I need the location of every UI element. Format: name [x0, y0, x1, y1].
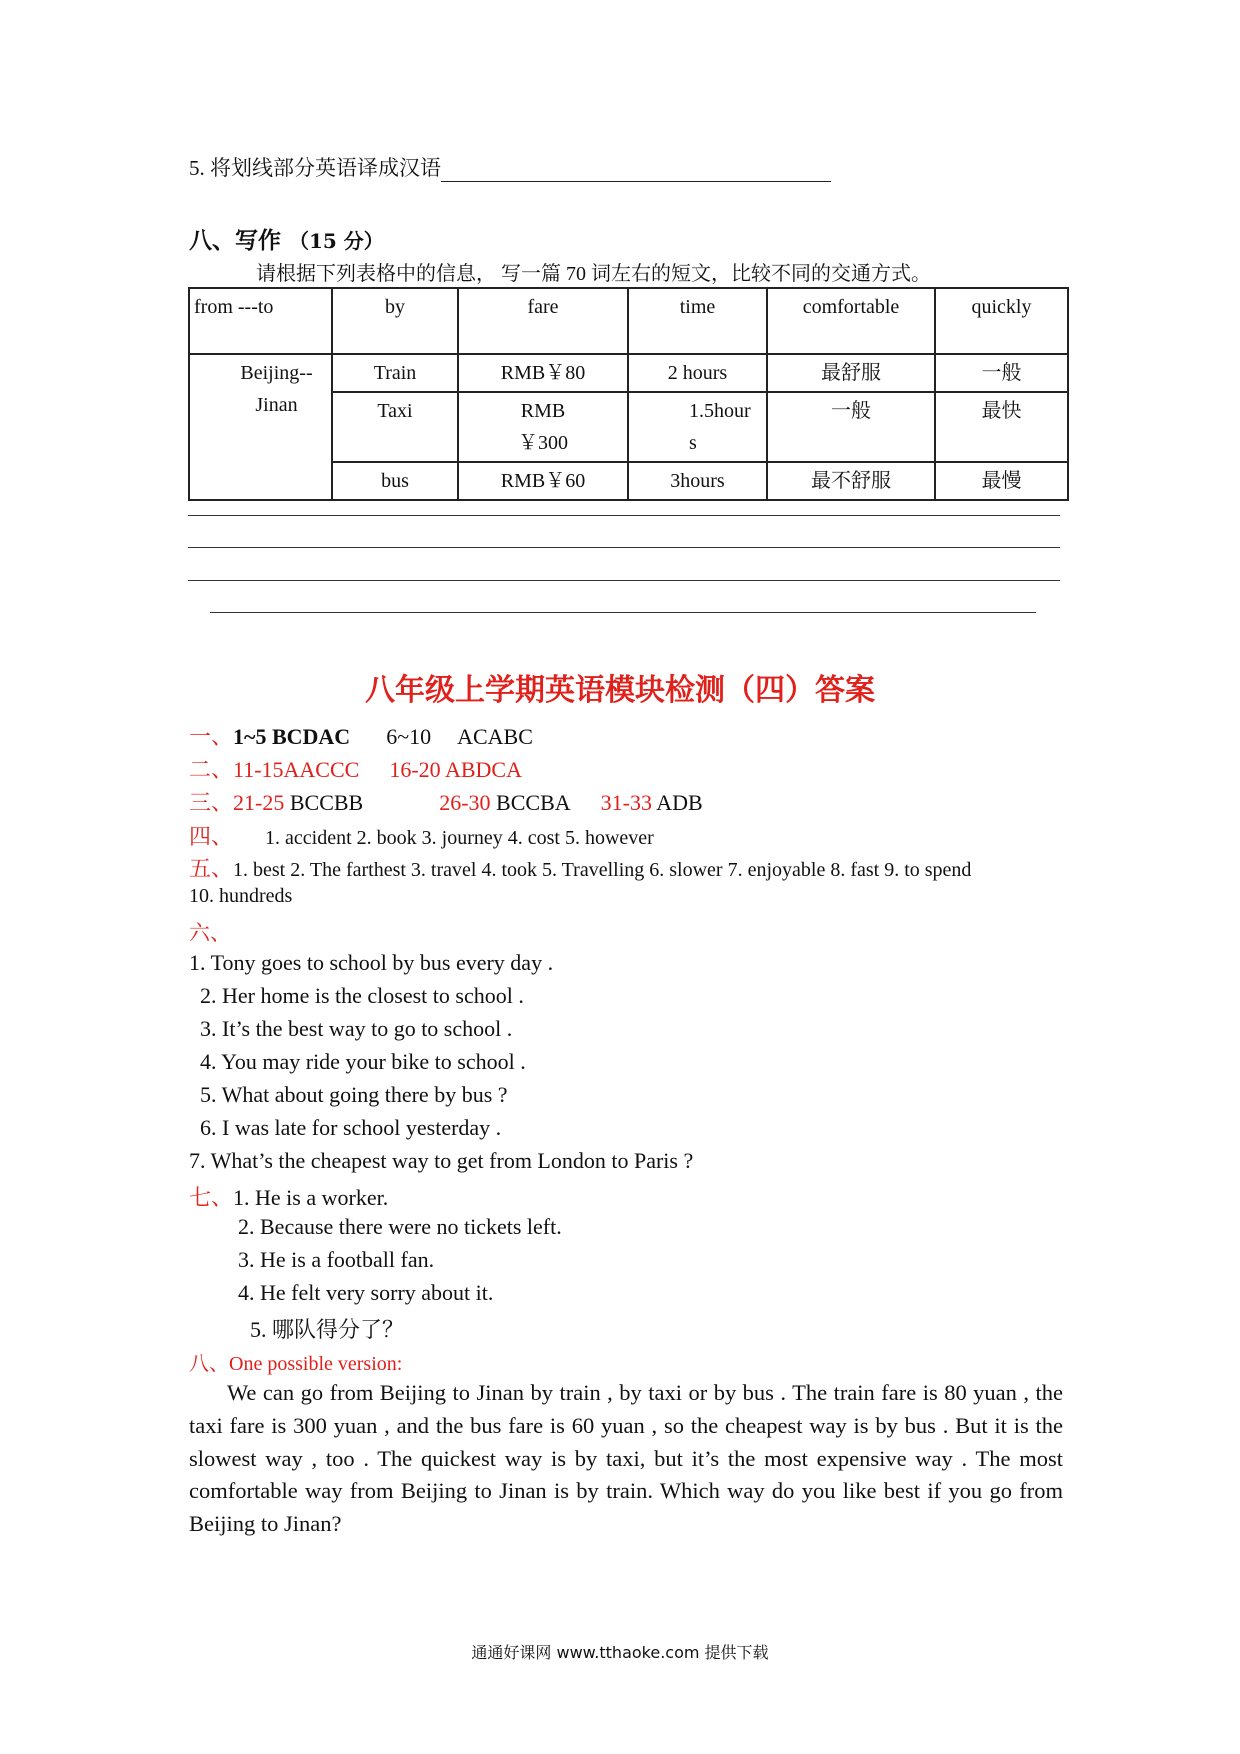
section-2-answers-a: 11-15AACCC: [233, 757, 360, 782]
answer-section-7: [189, 1181, 388, 1212]
section-3-answers-c: ADB: [656, 790, 703, 815]
section-6-item: 7. What’s the cheapest way to get from London to Paris ?: [189, 1148, 694, 1173]
section-6-item: 6. I was late for school yesterday .: [200, 1115, 502, 1140]
section-2-answers-b: 16-20 ABDCA: [389, 757, 522, 782]
answer-section-5: [189, 852, 971, 883]
writing-line: [188, 547, 1060, 548]
section-label: 七、: [189, 1185, 234, 1210]
row-time: 3hours: [628, 462, 767, 500]
section-3-answers-b: BCCBA: [496, 790, 571, 815]
section-7-item: 3. He is a football fan.: [238, 1247, 435, 1272]
answer-key-title: 八年级上学期英语模块检测（四）答案: [365, 673, 875, 708]
table-header-row: [189, 288, 1068, 354]
writing-section-heading: [189, 222, 384, 255]
header-comfortable: comfortable: [767, 288, 935, 354]
transport-table: [188, 287, 1069, 501]
section-7-item: 4. He felt very sorry about it.: [238, 1280, 494, 1305]
section-label: 一、: [189, 724, 234, 749]
row-comfort: 最舒服: [767, 354, 935, 392]
answer-section-4: [189, 820, 654, 851]
row-fare: RMB￥60: [458, 462, 628, 500]
row-comfort: 一般: [767, 392, 935, 462]
section-3-range-c: 31-33: [600, 790, 652, 815]
section-3-range-b: 26-30: [439, 790, 491, 815]
row-time: 1.5hours: [628, 392, 767, 462]
answer-section-2: [189, 753, 522, 784]
answer-section-3: [189, 786, 703, 817]
row-time: 2 hours: [628, 354, 767, 392]
section-6-label: 六、: [189, 921, 231, 945]
section-5-answers: 1. best 2. The farthest 3. travel 4. took 5. Travelling 6. slower 7. enjoyable 8. fast 9. to spend: [233, 859, 972, 881]
row-quick: 最快: [935, 392, 1068, 462]
model-essay: We can go from Beijing to Jinan by train , by taxi or by bus . The train fare is 80 yuan , the taxi fare is 300 yuan , and the bus fare is 60 yuan , so the cheapest way is by bus . But it is the slowest way , too . The quickest way is by taxi, but it’s the most expensive way . The most comfortable way from Beijing to Jinan is by train. Which way do you like best if you go from Beijing to Jinan?: [189, 1380, 1063, 1537]
section-6-item: 3. It’s the best way to go to school .: [200, 1016, 513, 1041]
section-1-answers-b: ACABC: [457, 724, 533, 749]
section-label: 四、: [189, 824, 234, 849]
section-5-continued: 10. hundreds: [189, 885, 293, 907]
section-3-range-a: 21-25: [233, 790, 285, 815]
answer-blank: [441, 157, 831, 182]
row-fare: RMB ￥300: [458, 392, 628, 462]
route-cell: Beijing--Jinan: [189, 354, 332, 500]
writing-line: [210, 612, 1036, 613]
page-footer: 通通好课网 www.tthaoke.com 提供下载: [471, 1643, 769, 1662]
header-time: time: [628, 288, 767, 354]
section-7-item: 2. Because there were no tickets left.: [238, 1214, 562, 1239]
section-6-item: 5. What about going there by bus ?: [200, 1082, 508, 1107]
table-row: [189, 354, 1068, 392]
section-3-answers-a: BCCBB: [289, 790, 364, 815]
row-by: bus: [332, 462, 458, 500]
section-6-item: 2. Her home is the closest to school .: [200, 983, 524, 1008]
row-by: Train: [332, 354, 458, 392]
section-8-label: 八、One possible version:: [189, 1353, 403, 1375]
section-label: 五、: [189, 856, 234, 881]
section-6-item: 1. Tony goes to school by bus every day .: [189, 950, 554, 975]
row-comfort: 最不舒服: [767, 462, 935, 500]
row-quick: 一般: [935, 354, 1068, 392]
header-from-to: from ---to: [189, 288, 332, 354]
question-5-label: 5. 将划线部分英语译成汉语: [189, 156, 441, 180]
row-by: Taxi: [332, 392, 458, 462]
writing-line: [188, 580, 1060, 581]
question-5: [189, 152, 831, 182]
section-label: 二、: [189, 757, 234, 782]
writing-points: （15 分）: [289, 229, 384, 253]
header-quickly: quickly: [935, 288, 1068, 354]
header-by: by: [332, 288, 458, 354]
writing-instruction: 请根据下列表格中的信息， 写一篇 70 词左右的短文，比较不同的交通方式。: [256, 263, 931, 285]
writing-line: [188, 515, 1060, 516]
section-7-item: 1. He is a worker.: [233, 1185, 389, 1210]
writing-title: 八、写作: [189, 227, 281, 254]
row-quick: 最慢: [935, 462, 1068, 500]
section-1-range-b: 6~10: [386, 724, 432, 749]
row-fare: RMB￥80: [458, 354, 628, 392]
header-fare: fare: [458, 288, 628, 354]
section-label: 三、: [189, 790, 234, 815]
answer-section-1: [189, 720, 533, 751]
section-1-answers-a: 1~5 BCDAC: [233, 724, 351, 749]
section-6-item: 4. You may ride your bike to school .: [200, 1049, 526, 1074]
section-4-answers: 1. accident 2. book 3. journey 4. cost 5. however: [265, 827, 654, 849]
section-7-item: 5. 哪队得分了？: [250, 1317, 405, 1342]
